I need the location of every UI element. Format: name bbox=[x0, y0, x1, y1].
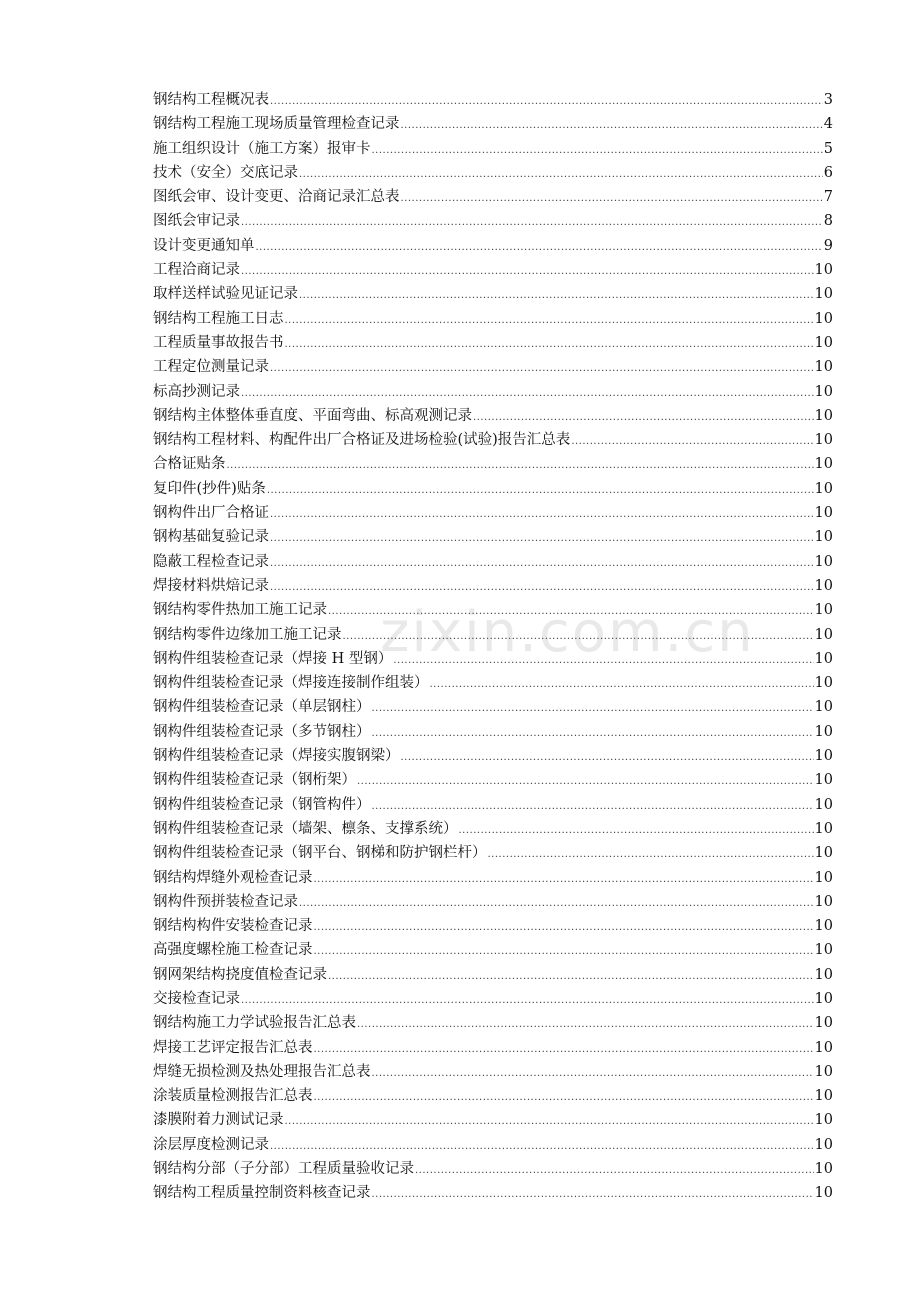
toc-entry-title: 钢构件组装检查记录（焊接连接制作组装） bbox=[153, 675, 429, 692]
toc-dot-leader bbox=[372, 1062, 814, 1086]
toc-entry[interactable] bbox=[153, 355, 833, 379]
toc-dot-leader bbox=[314, 868, 814, 892]
toc-dot-leader bbox=[328, 600, 814, 624]
toc-dot-leader bbox=[372, 795, 814, 819]
toc-entry-title: 涂装质量检测报告汇总表 bbox=[153, 1088, 313, 1105]
toc-entry-page: 10 bbox=[814, 723, 833, 740]
toc-entry-title: 焊接工艺评定报告汇总表 bbox=[153, 1039, 313, 1056]
toc-entry-page: 4 bbox=[823, 116, 833, 133]
toc-dot-leader bbox=[372, 722, 814, 746]
toc-entry[interactable] bbox=[153, 477, 833, 501]
toc-entry[interactable] bbox=[153, 671, 833, 695]
toc-entry-page: 10 bbox=[814, 1063, 833, 1080]
toc-entry[interactable] bbox=[153, 331, 833, 355]
toc-entry-page: 10 bbox=[814, 407, 833, 424]
toc-entry-title: 钢结构工程质量控制资料核查记录 bbox=[153, 1185, 371, 1202]
toc-entry-page: 10 bbox=[814, 966, 833, 983]
toc-entry[interactable] bbox=[153, 1084, 833, 1108]
toc-entry-title: 技术（安全）交底记录 bbox=[153, 164, 298, 181]
toc-dot-leader bbox=[571, 430, 813, 454]
toc-entry-title: 设计变更通知单 bbox=[153, 237, 255, 254]
toc-entry-page: 10 bbox=[814, 505, 833, 522]
toc-entry[interactable] bbox=[153, 234, 833, 258]
toc-entry-title: 复印件(抄件)贴条 bbox=[153, 480, 266, 497]
toc-entry[interactable] bbox=[153, 841, 833, 865]
toc-entry[interactable] bbox=[153, 161, 833, 185]
toc-entry-title: 合格证贴条 bbox=[153, 456, 226, 473]
toc-entry-title: 钢结构主体整体垂直度、平面弯曲、标高观测记录 bbox=[153, 407, 472, 424]
toc-entry[interactable] bbox=[153, 112, 833, 136]
toc-entry-title: 钢构件组装检查记录（钢管构件） bbox=[153, 796, 371, 813]
toc-entry-page: 10 bbox=[814, 432, 833, 449]
toc-entry[interactable] bbox=[153, 768, 833, 792]
toc-entry-page: 10 bbox=[814, 1136, 833, 1153]
toc-entry-page: 7 bbox=[823, 189, 833, 206]
toc-entry[interactable] bbox=[153, 1011, 833, 1035]
toc-dot-leader bbox=[270, 503, 814, 527]
toc-entry-page: 10 bbox=[814, 262, 833, 279]
toc-entry[interactable] bbox=[153, 282, 833, 306]
toc-entry-page: 10 bbox=[814, 1112, 833, 1129]
toc-entry-page: 10 bbox=[814, 990, 833, 1007]
toc-entry-title: 钢构件组装检查记录（单层钢柱） bbox=[153, 699, 371, 716]
toc-entry-page: 10 bbox=[814, 456, 833, 473]
toc-entry-page: 10 bbox=[814, 602, 833, 619]
toc-entry-title: 钢构件组装检查记录（钢桁架） bbox=[153, 772, 356, 789]
toc-entry-title: 钢结构工程概况表 bbox=[153, 92, 269, 108]
toc-entry[interactable] bbox=[153, 428, 833, 452]
toc-entry[interactable] bbox=[153, 137, 833, 161]
toc-entry[interactable] bbox=[153, 793, 833, 817]
toc-dot-leader bbox=[314, 1038, 814, 1062]
toc-entry-title: 交接检查记录 bbox=[153, 990, 240, 1007]
toc-entry[interactable] bbox=[153, 695, 833, 719]
toc-entry[interactable] bbox=[153, 866, 833, 890]
toc-entry-title: 钢结构零件热加工施工记录 bbox=[153, 602, 327, 619]
toc-entry[interactable] bbox=[153, 987, 833, 1011]
toc-dot-leader bbox=[285, 333, 814, 357]
toc-dot-leader bbox=[285, 309, 814, 333]
toc-entry-page: 10 bbox=[814, 748, 833, 765]
toc-dot-leader bbox=[314, 940, 814, 964]
toc-entry[interactable] bbox=[153, 647, 833, 671]
toc-dot-leader bbox=[401, 746, 814, 770]
toc-dot-leader bbox=[459, 819, 814, 843]
toc-entry-page: 10 bbox=[814, 699, 833, 716]
toc-entry-title: 钢结构零件边缘加工施工记录 bbox=[153, 626, 342, 643]
toc-entry-page: 10 bbox=[814, 1088, 833, 1105]
toc-dot-leader bbox=[299, 284, 814, 308]
toc-entry-title: 标高抄测记录 bbox=[153, 383, 240, 400]
toc-entry-page: 10 bbox=[814, 796, 833, 813]
toc-entry[interactable] bbox=[153, 1036, 833, 1060]
toc-entry-title: 工程洽商记录 bbox=[153, 262, 240, 279]
toc-entry-title: 钢网架结构挠度值检查记录 bbox=[153, 966, 327, 983]
toc-entry[interactable] bbox=[153, 258, 833, 282]
toc-dot-leader bbox=[328, 965, 814, 989]
toc-entry-page: 10 bbox=[814, 1185, 833, 1202]
toc-entry-page: 10 bbox=[814, 869, 833, 886]
toc-dot-leader bbox=[299, 163, 823, 187]
toc-entry-page: 10 bbox=[814, 1015, 833, 1032]
toc-entry-title: 钢构件组装检查记录（焊接 H 型钢） bbox=[153, 650, 393, 667]
toc-entry[interactable] bbox=[153, 550, 833, 574]
toc-entry-page: 10 bbox=[814, 1161, 833, 1178]
toc-entry-title: 焊接材料烘焙记录 bbox=[153, 577, 269, 594]
toc-entry-page: 10 bbox=[814, 845, 833, 862]
toc-entry[interactable] bbox=[153, 890, 833, 914]
toc-entry[interactable] bbox=[153, 574, 833, 598]
toc-dot-leader bbox=[241, 211, 823, 235]
toc-entry[interactable] bbox=[153, 938, 833, 962]
toc-entry-page: 10 bbox=[814, 359, 833, 376]
toc-dot-leader bbox=[267, 479, 814, 503]
toc-entry-page: 10 bbox=[814, 820, 833, 837]
toc-entry-title: 钢构件组装检查记录（多节钢柱） bbox=[153, 723, 371, 740]
toc-dot-leader bbox=[473, 406, 814, 430]
toc-entry-title: 隐蔽工程检查记录 bbox=[153, 553, 269, 570]
toc-entry[interactable] bbox=[153, 1157, 833, 1181]
toc-entry-page: 10 bbox=[814, 480, 833, 497]
toc-entry[interactable] bbox=[153, 88, 833, 112]
toc-dot-leader bbox=[415, 1159, 814, 1183]
toc-entry[interactable] bbox=[153, 914, 833, 938]
toc-entry-page: 5 bbox=[823, 140, 833, 157]
toc-entry[interactable] bbox=[153, 452, 833, 476]
toc-entry[interactable] bbox=[153, 817, 833, 841]
toc-dot-leader bbox=[372, 139, 823, 163]
toc-dot-leader bbox=[314, 1086, 814, 1110]
toc-entry-title: 取样送样试验见证记录 bbox=[153, 286, 298, 303]
toc-dot-leader bbox=[285, 1110, 814, 1134]
toc-dot-leader bbox=[270, 357, 814, 381]
toc-entry[interactable] bbox=[153, 1108, 833, 1132]
toc-entry-page: 10 bbox=[814, 918, 833, 935]
toc-entry-page: 10 bbox=[814, 772, 833, 789]
toc-entry-title: 钢构件组装检查记录（焊接实腹钢梁） bbox=[153, 748, 400, 765]
toc-entry[interactable] bbox=[153, 1133, 833, 1157]
toc-entry-page: 10 bbox=[814, 1039, 833, 1056]
toc-entry-page: 8 bbox=[823, 213, 833, 230]
toc-entry[interactable] bbox=[153, 623, 833, 647]
toc-dot-leader bbox=[393, 649, 813, 673]
toc-dot-leader bbox=[241, 989, 814, 1013]
toc-entry[interactable] bbox=[153, 744, 833, 768]
toc-dot-leader bbox=[314, 916, 814, 940]
toc-entry-title: 钢构件组装检查记录（墙架、檩条、支撑系统） bbox=[153, 820, 458, 837]
toc-entry[interactable] bbox=[153, 963, 833, 987]
toc-entry-title: 涂层厚度检测记录 bbox=[153, 1136, 269, 1153]
toc-entry-page: 10 bbox=[814, 650, 833, 667]
toc-entry-title: 钢构基础复验记录 bbox=[153, 529, 269, 546]
toc-entry-title: 钢结构焊缝外观检查记录 bbox=[153, 869, 313, 886]
watermark: zixin.com.cn bbox=[380, 600, 755, 665]
toc-dot-leader bbox=[357, 1013, 814, 1037]
toc-entry-page: 10 bbox=[814, 675, 833, 692]
toc-entry-page: 10 bbox=[814, 553, 833, 570]
toc-entry-title: 图纸会审记录 bbox=[153, 213, 240, 230]
toc-dot-leader bbox=[401, 114, 823, 138]
toc-entry-page: 10 bbox=[814, 626, 833, 643]
toc-dot-leader bbox=[270, 576, 814, 600]
toc-entry[interactable] bbox=[153, 209, 833, 233]
toc-entry[interactable] bbox=[153, 404, 833, 428]
toc-dot-leader bbox=[270, 552, 814, 576]
toc-dot-leader bbox=[299, 892, 814, 916]
toc-entry[interactable] bbox=[153, 307, 833, 331]
toc-entry-page: 10 bbox=[814, 334, 833, 351]
toc-dot-leader bbox=[372, 697, 814, 721]
toc-entry-title: 图纸会审、设计变更、洽商记录汇总表 bbox=[153, 189, 400, 206]
toc-entry-page: 10 bbox=[814, 310, 833, 327]
toc-entry-title: 钢结构工程施工日志 bbox=[153, 310, 284, 327]
toc-entry[interactable] bbox=[153, 380, 833, 404]
toc-dot-leader bbox=[270, 1135, 814, 1159]
table-of-contents bbox=[153, 88, 833, 1206]
toc-entry[interactable] bbox=[153, 185, 833, 209]
toc-entry-page: 6 bbox=[823, 164, 833, 181]
toc-dot-leader bbox=[241, 260, 814, 284]
toc-entry-title: 钢结构工程材料、构配件出厂合格证及进场检验(试验)报告汇总表 bbox=[153, 432, 571, 449]
toc-entry[interactable] bbox=[153, 1060, 833, 1084]
toc-dot-leader bbox=[357, 770, 814, 794]
toc-dot-leader bbox=[343, 625, 814, 649]
toc-entry-title: 钢构件组装检查记录（钢平台、钢梯和防护钢栏杆） bbox=[153, 845, 487, 862]
toc-dot-leader bbox=[401, 187, 823, 211]
toc-entry-title: 钢构件出厂合格证 bbox=[153, 505, 269, 522]
toc-dot-leader bbox=[241, 382, 814, 406]
toc-entry-title: 施工组织设计（施工方案）报审卡 bbox=[153, 140, 371, 157]
toc-entry-title: 钢结构分部（子分部）工程质量验收记录 bbox=[153, 1161, 414, 1178]
toc-dot-leader bbox=[227, 454, 814, 478]
toc-dot-leader bbox=[372, 1183, 814, 1207]
toc-entry-page: 3 bbox=[823, 92, 833, 108]
toc-entry-page: 10 bbox=[814, 286, 833, 303]
toc-dot-leader bbox=[430, 673, 814, 697]
toc-entry-title: 钢结构工程施工现场质量管理检查记录 bbox=[153, 116, 400, 133]
toc-entry-page: 10 bbox=[814, 942, 833, 959]
toc-entry-title: 高强度螺栓施工检查记录 bbox=[153, 942, 313, 959]
toc-entry-title: 钢结构施工力学试验报告汇总表 bbox=[153, 1015, 356, 1032]
toc-entry-page: 10 bbox=[814, 577, 833, 594]
toc-entry[interactable] bbox=[153, 1181, 833, 1205]
toc-entry-page: 10 bbox=[814, 529, 833, 546]
toc-entry-title: 钢构件预拼装检查记录 bbox=[153, 893, 298, 910]
toc-entry-title: 钢结构构件安装检查记录 bbox=[153, 918, 313, 935]
toc-entry[interactable] bbox=[153, 720, 833, 744]
toc-entry-page: 10 bbox=[814, 893, 833, 910]
toc-entry[interactable] bbox=[153, 501, 833, 525]
toc-dot-leader bbox=[270, 90, 823, 114]
toc-entry-page: 10 bbox=[814, 383, 833, 400]
toc-entry-title: 工程质量事故报告书 bbox=[153, 334, 284, 351]
toc-dot-leader bbox=[256, 236, 823, 260]
toc-entry[interactable] bbox=[153, 598, 833, 622]
toc-entry-page: 9 bbox=[823, 237, 833, 254]
toc-entry[interactable] bbox=[153, 525, 833, 549]
toc-entry-title: 工程定位测量记录 bbox=[153, 359, 269, 376]
toc-dot-leader bbox=[270, 527, 814, 551]
toc-dot-leader bbox=[488, 843, 814, 867]
toc-entry-title: 焊缝无损检测及热处理报告汇总表 bbox=[153, 1063, 371, 1080]
toc-entry-title: 漆膜附着力测试记录 bbox=[153, 1112, 284, 1129]
